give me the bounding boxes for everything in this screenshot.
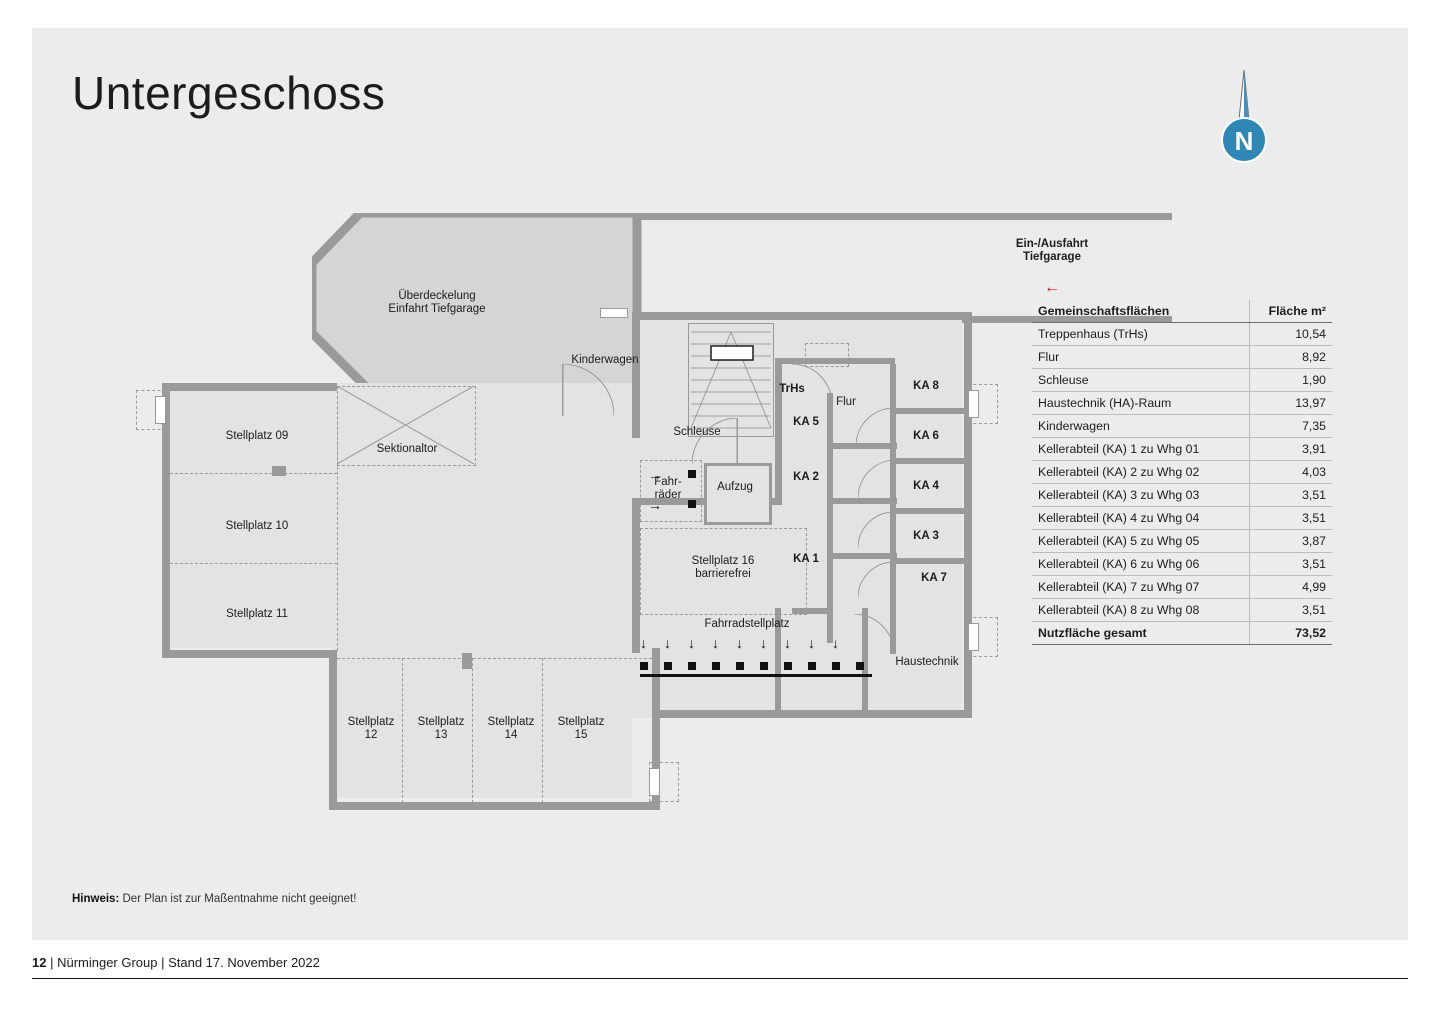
- label-stellplatz16: Stellplatz 16 barrierefrei: [691, 555, 755, 580]
- wall-ka-r4: [896, 458, 966, 464]
- label-ka8: KA 8: [913, 380, 939, 392]
- table-row: [1032, 392, 1332, 415]
- label-stellplatz11: Stellplatz 11: [226, 608, 288, 620]
- parking-divider-5: [472, 658, 473, 803]
- areas-table: [1032, 300, 1332, 645]
- label-flur: Flur: [836, 396, 856, 408]
- label-ka1: KA 1: [793, 553, 819, 565]
- entrance-arrow-icon: ←: [1044, 279, 1060, 296]
- label-sectionaltor: Sektionaltor: [376, 443, 438, 455]
- table-cell-name: Kellerabteil (KA) 6 zu Whg 06: [1032, 553, 1250, 576]
- wall-ka-r5: [896, 508, 966, 514]
- table-cell-name: Kellerabteil (KA) 8 zu Whg 08: [1032, 599, 1250, 622]
- table-row: [1032, 553, 1332, 576]
- wall-nw: [162, 383, 337, 391]
- table-cell-area: 7,35: [1250, 415, 1333, 438]
- footer-text: | Nürminger Group | Stand 17. November 2022: [46, 955, 320, 970]
- table-cell-area: 3,51: [1250, 507, 1333, 530]
- elevator: [704, 463, 772, 525]
- label-stellplatz12: Stellplatz 12: [347, 716, 395, 741]
- floor-plan: ↓ ↓ ↓ ↓ ↓ ↓ ↓ ↓ ↓ → → Ein-/Ausfahrt Tiefgarage ← Überdeckelung Einfahrt Tiefgarage Sektionaltor Kinderwagen TrHs Schleuse Flur Aufzug Fahr- räder Stellplatz 16 barrierefrei Fahrradstellplatz Haustechnik Stellplatz 09 Stellplatz 10 Stellplatz 11 Stellplatz 12 Stellplatz 13 Stellplatz 14 Stellplatz 15 KA 5 KA 2 KA 1 KA 8 KA 6 KA 4 KA 3 KA 7: [92, 168, 1032, 828]
- table-cell-area: 3,87: [1250, 530, 1333, 553]
- table-cell-name: Flur: [1032, 346, 1250, 369]
- table-cell-area: 3,51: [1250, 599, 1333, 622]
- label-fahrradstellplatz: Fahrradstellplatz: [704, 618, 790, 630]
- wall-b-west-upper: [632, 318, 640, 438]
- bike-parking-symbols: ↓ ↓ ↓ ↓ ↓ ↓ ↓ ↓ ↓: [640, 636, 890, 696]
- parking-divider-7: [337, 658, 657, 659]
- label-entrance: Ein-/Ausfahrt Tiefgarage: [1015, 238, 1089, 263]
- table-cell-name: Kellerabteil (KA) 4 zu Whg 04: [1032, 507, 1250, 530]
- plan-sheet: [32, 28, 1408, 940]
- table-row: [1032, 438, 1332, 461]
- door-schleuse: [692, 418, 738, 464]
- label-ka7: KA 7: [921, 572, 947, 584]
- label-stellplatz15: Stellplatz 15: [557, 716, 605, 741]
- table-header-area: Fläche m²: [1250, 300, 1333, 323]
- wall-ka-r3: [896, 408, 966, 414]
- parking-divider-2: [170, 563, 337, 564]
- window-east-1-box: [968, 384, 998, 424]
- table-row: [1032, 599, 1332, 622]
- label-ka3: KA 3: [913, 530, 939, 542]
- table-total-row: [1032, 622, 1332, 645]
- table-row: [1032, 484, 1332, 507]
- pillar-1: [272, 466, 286, 476]
- wall-b-north: [632, 312, 972, 320]
- parking-divider-6: [542, 658, 543, 803]
- door-kinderwagen: [562, 364, 614, 416]
- table-cell-name: Schleuse: [1032, 369, 1250, 392]
- hinweis-text: Der Plan ist zur Maßentnahme nicht geeignet!: [119, 893, 357, 905]
- wall-ka-r7: [827, 553, 897, 559]
- label-stellplatz14: Stellplatz 14: [487, 716, 535, 741]
- label-fahrraeder: Fahr- räder: [654, 476, 682, 501]
- wall-ka-col1: [827, 393, 833, 643]
- table-cell-area: 13,97: [1250, 392, 1333, 415]
- table-cell-area: 1,90: [1250, 369, 1333, 392]
- table-cell-area: 3,51: [1250, 553, 1333, 576]
- table-header-row: [1032, 300, 1332, 323]
- wall-sw: [162, 650, 337, 658]
- label-aufzug: Aufzug: [717, 481, 753, 493]
- table-row: [1032, 507, 1332, 530]
- footer: [32, 955, 1408, 979]
- door-ka6: [856, 408, 894, 446]
- table-cell-name: Treppenhaus (TrHs): [1032, 323, 1250, 346]
- label-stellplatz13: Stellplatz 13: [417, 716, 465, 741]
- table-cell-area: 3,51: [1250, 484, 1333, 507]
- label-stellplatz10: Stellplatz 10: [225, 520, 289, 532]
- label-kinderwagen: Kinderwagen: [571, 354, 639, 366]
- table-cell-name: Kellerabteil (KA) 2 zu Whg 02: [1032, 461, 1250, 484]
- table-row: [1032, 576, 1332, 599]
- wall-ka-r2: [827, 498, 897, 504]
- window-south-box: [649, 762, 679, 802]
- wall-b-inner: [775, 358, 782, 503]
- door-ka7: [858, 562, 894, 598]
- table-row: [1032, 323, 1332, 346]
- window-east-2-box: [968, 617, 998, 657]
- page-title: Untergeschoss: [72, 67, 386, 119]
- table-cell-area: 10,54: [1250, 323, 1333, 346]
- footer-page-number: 12: [32, 955, 47, 970]
- table-row: [1032, 530, 1332, 553]
- parking-divider-4: [402, 658, 403, 803]
- label-trhs: TrHs: [779, 383, 805, 395]
- door-ka4: [858, 460, 896, 498]
- label-ka2: KA 2: [793, 471, 819, 483]
- table-cell-name: Kellerabteil (KA) 1 zu Whg 01: [1032, 438, 1250, 461]
- table-total-area: 73,52: [1250, 622, 1333, 645]
- hinweis: [72, 893, 356, 905]
- table-cell-name: Haustechnik (HA)-Raum: [1032, 392, 1250, 415]
- label-cover: Überdeckelung Einfahrt Tiefgarage: [388, 290, 486, 315]
- window-west-box: [136, 390, 166, 430]
- wall-b-south: [652, 710, 972, 718]
- parking-divider-1: [170, 473, 337, 474]
- label-ka5: KA 5: [793, 416, 819, 428]
- table-row: [1032, 461, 1332, 484]
- table-header-name: Gemeinschaftsflächen: [1032, 300, 1250, 323]
- wall-south: [329, 802, 659, 810]
- table-cell-area: 3,91: [1250, 438, 1333, 461]
- table-cell-area: 8,92: [1250, 346, 1333, 369]
- wall-b-west-lower: [632, 498, 640, 653]
- table-row: [1032, 415, 1332, 438]
- door-ka3: [858, 512, 894, 548]
- pillar-2: [462, 653, 472, 669]
- table-total-label: Nutzfläche gesamt: [1032, 622, 1250, 645]
- label-ka6: KA 6: [913, 430, 939, 442]
- hinweis-label: Hinweis:: [72, 893, 120, 905]
- label-schleuse: Schleuse: [673, 426, 721, 438]
- window-north-kw: [600, 308, 628, 318]
- table-cell-name: Kinderwagen: [1032, 415, 1250, 438]
- table-cell-area: 4,03: [1250, 461, 1333, 484]
- wall-w2: [329, 650, 337, 810]
- wall-ka-r6: [896, 558, 966, 564]
- wall-ramp-top: [552, 213, 1172, 220]
- svg-text:N: N: [1234, 126, 1254, 156]
- label-haustechnik: Haustechnik: [895, 656, 959, 668]
- compass-icon: [1204, 68, 1284, 193]
- table-cell-name: Kellerabteil (KA) 3 zu Whg 03: [1032, 484, 1250, 507]
- table-row: [1032, 346, 1332, 369]
- label-stellplatz09: Stellplatz 09: [225, 430, 289, 442]
- table-row: [1032, 369, 1332, 392]
- table-cell-area: 4,99: [1250, 576, 1333, 599]
- table-cell-name: Kellerabteil (KA) 5 zu Whg 05: [1032, 530, 1250, 553]
- label-ka4: KA 4: [913, 480, 939, 492]
- table-cell-name: Kellerabteil (KA) 7 zu Whg 07: [1032, 576, 1250, 599]
